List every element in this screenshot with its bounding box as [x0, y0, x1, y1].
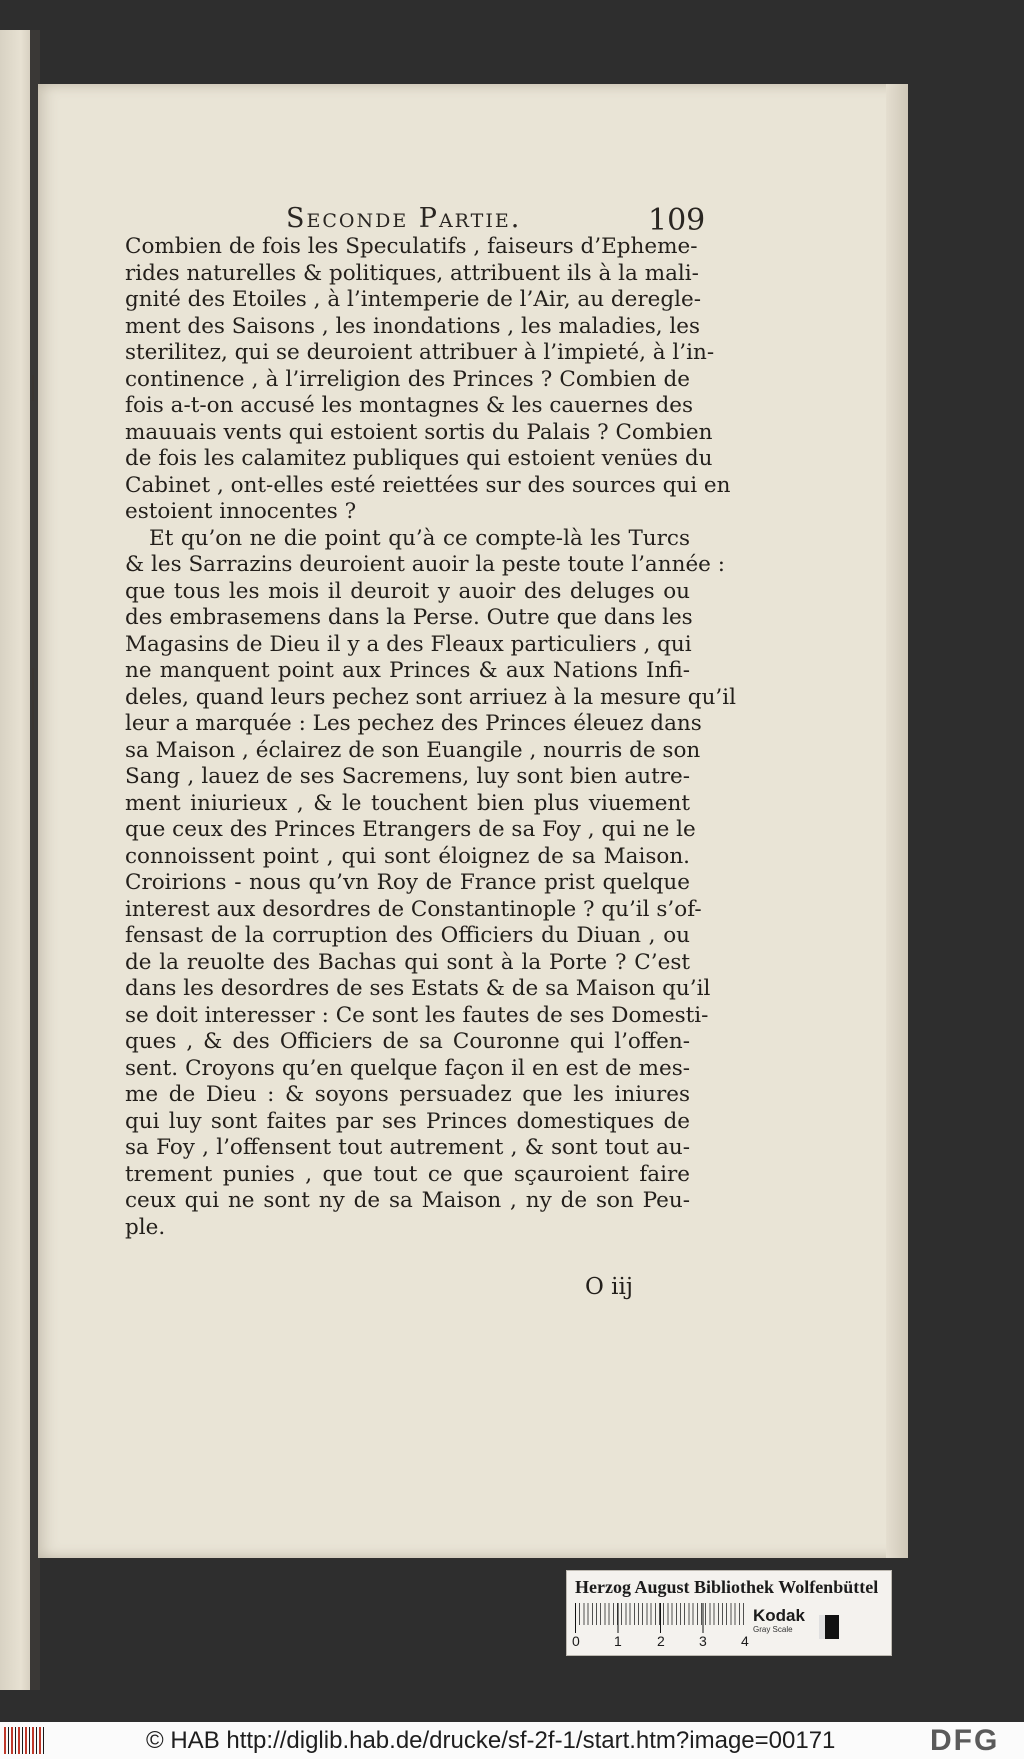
scale-number: 3	[699, 1633, 707, 1649]
text-line: dans les desordres de ses Estats & de sa Maison qu’il	[125, 976, 711, 1001]
text-line: me de Dieu : & soyons persuadez que les iniures	[125, 1082, 690, 1107]
text-line: que ceux des Princes Etrangers de sa Foy , qui ne le	[125, 817, 696, 842]
text-line: des embrasemens dans la Perse. Outre que dans les	[125, 605, 693, 630]
margin-mark	[32, 700, 34, 730]
dfg-logo: DFG	[930, 1724, 1000, 1757]
text-line: Cabinet , ont-elles esté reiettées sur des sources qui en	[125, 472, 731, 498]
text-line: sa Maison , éclairez de son Euangile , nourris de son	[125, 737, 701, 763]
text-line: Combien de fois les Speculatifs , faiseurs d’Epheme-	[125, 234, 698, 259]
card-title: Herzog August Bibliothek Wolfenbüttel	[575, 1577, 879, 1597]
footer-credit-link[interactable]: © HAB http://diglib.hab.de/drucke/sf-2f-1/start.htm?image=00171	[146, 1727, 836, 1754]
text-line: ne manquent point aux Princes & aux Nations Infi-	[125, 658, 690, 683]
text-line: fois a-t-on accusé les montagnes & les cauernes des	[125, 393, 694, 418]
scale-number: 2	[657, 1633, 665, 1649]
gray-patch	[819, 1615, 839, 1639]
scale-number: 0	[572, 1633, 580, 1649]
gray-scale-card	[566, 1570, 892, 1656]
text-line: & les Sarrazins deuroient auoir la peste toute l’année :	[125, 552, 725, 577]
text-line: leur a marquée : Les pechez des Princes éleuez dans	[125, 711, 702, 736]
margin-mark	[32, 375, 34, 401]
text-line: se doit interesser : Ce sont les fautes de ses Domesti-	[125, 1002, 709, 1028]
text-line: mauuais vents qui estoient sortis du Palais ? Combien	[125, 419, 713, 445]
text-line: Et qu’on ne die point qu’à ce compte-là les Turcs	[149, 525, 690, 551]
text-line: qui luy sont faites par ses Princes domestiques de	[125, 1108, 690, 1134]
scale-number: 1	[614, 1633, 622, 1649]
text-line: deles, quand leurs pechez sont arriuez à la mesure qu’il	[125, 684, 736, 710]
text-line: interest aux desordres de Constantinople ? qu’il s’of-	[125, 896, 702, 922]
ruler-major-ticks	[575, 1603, 745, 1633]
scale-number: 4	[741, 1633, 749, 1649]
footer-barcode-icon	[4, 1727, 44, 1754]
running-head: Seconde Partie.	[286, 203, 522, 234]
text-line: Sang , lauez de ses Sacremens, luy sont bien autre-	[125, 764, 690, 789]
text-line: ceux qui ne sont ny de sa Maison , ny de son Peu-	[125, 1188, 690, 1213]
text-line: continence , à l’irreligion des Princes ? Combien de	[125, 366, 690, 392]
text-line: estoient innocentes ?	[125, 499, 357, 524]
text-line: sent. Croyons qu’en quelque façon il en est de mes-	[125, 1055, 690, 1081]
text-line: Magasins de Dieu il y a des Fleaux particuliers , qui	[125, 631, 692, 657]
text-line: ple.	[125, 1214, 166, 1240]
text-line: ment iniurieux , & le touchent bien plus viuement	[125, 790, 690, 816]
text-line: rides naturelles & politiques, attribuent ils à la mali-	[125, 260, 699, 286]
margin-mark	[32, 668, 34, 690]
text-line: gnité des Etoiles , à l’intemperie de l’Air, au deregle-	[125, 287, 701, 312]
page-number: 109	[648, 203, 706, 238]
text-line: ment des Saisons , les inondations , les maladies, les	[125, 313, 701, 339]
body-text	[125, 234, 736, 1241]
footer-bar	[0, 1722, 1024, 1759]
text-line: fensast de la corruption des Officiers du Diuan , ou	[125, 923, 690, 948]
kodak-logo: Kodak	[753, 1606, 805, 1625]
text-line: de la reuolte des Bachas qui sont à la Porte ? C’est	[125, 949, 690, 975]
text-line: connoissent point , qui sont éloignez de sa Maison.	[125, 843, 690, 869]
text-line: Croirions - nous qu’vn Roy de France prist quelque	[125, 870, 690, 895]
page-fore-edge	[886, 84, 908, 1558]
text-line: ques , & des Officiers de sa Couronne qui l’offen-	[125, 1029, 690, 1054]
text-line: sterilitez, qui se deuroient attribuer à l’impieté, à l’in-	[125, 340, 715, 365]
signature-mark: O iij	[585, 1274, 634, 1300]
gray-scale-label: Gray Scale	[753, 1625, 793, 1634]
text-line: de fois les calamitez publiques qui estoient venües du	[125, 446, 713, 471]
text-line: sa Foy , l’offensent tout autrement , & sont tout au-	[125, 1135, 690, 1160]
text-line: que tous les mois il deuroit y auoir des deluges ou	[125, 578, 690, 604]
text-line: trement punies , que tout ce que sçauroient faire	[125, 1161, 690, 1187]
